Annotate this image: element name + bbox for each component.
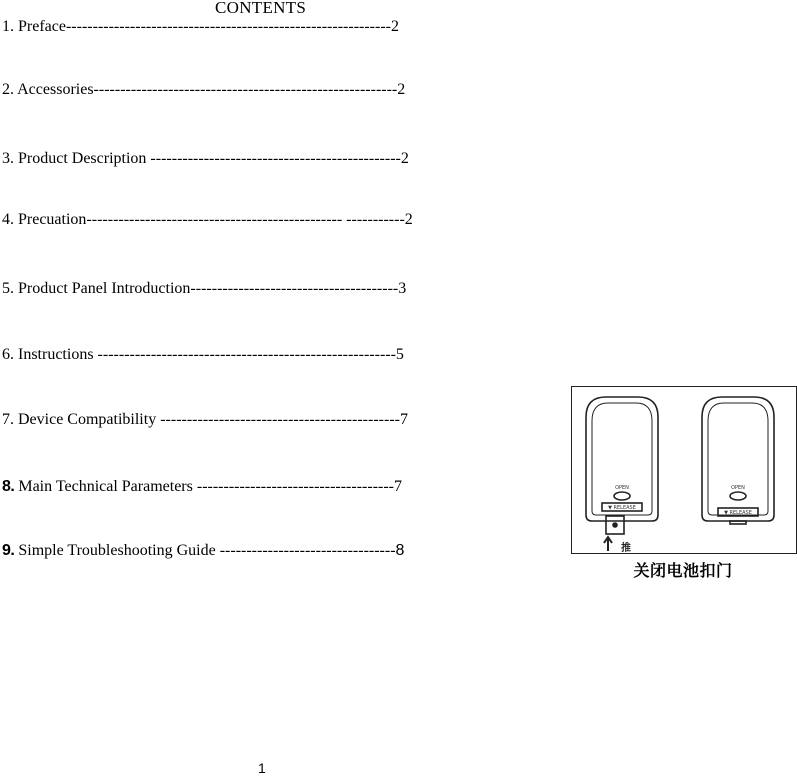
open-label-right: OPEN	[731, 485, 745, 491]
contents-title: CONTENTS	[215, 0, 307, 17]
battery-door-figure	[571, 386, 797, 582]
figure-frame	[571, 386, 797, 554]
toc-entry-simple-troubleshooting-guide: 9. Simple Troubleshooting Guide ---------------------------------8	[2, 542, 405, 559]
toc-entry-accessories: 2. Accessories---------------------------------------------------------2	[2, 81, 406, 98]
release-label-left: ▼ RELEASE	[608, 505, 636, 511]
battery-door-illustration	[572, 387, 796, 553]
toc-entry-product-description: 3. Product Description -----------------------------------------------2	[2, 150, 409, 167]
toc-entry-precuation: 4. Precuation------------------------------------------------ -----------2	[2, 211, 413, 228]
push-arrow-label: 推	[621, 543, 631, 553]
toc-entry-product-panel-introduction: 5. Product Panel Introduction---------------------------------------3	[2, 280, 407, 297]
device-right-illustration	[702, 397, 774, 524]
toc-entry-preface: 1. Preface-------------------------------------------------------------2	[2, 18, 399, 35]
toc-entry-instructions: 6. Instructions --------------------------------------------------------5	[2, 346, 404, 363]
open-label-left: OPEN	[615, 485, 629, 491]
toc-entry-device-compatibility: 7. Device Compatibility ---------------------------------------------7	[2, 411, 408, 428]
toc-entry-main-technical-parameters: 8. Main Technical Parameters -------------------------------------7	[2, 478, 402, 495]
device-left-illustration	[586, 397, 658, 551]
release-label-right: ▼ RELEASE	[724, 510, 752, 516]
figure-caption: 关闭电池扣门	[633, 561, 733, 580]
page-number: 1	[258, 760, 266, 776]
